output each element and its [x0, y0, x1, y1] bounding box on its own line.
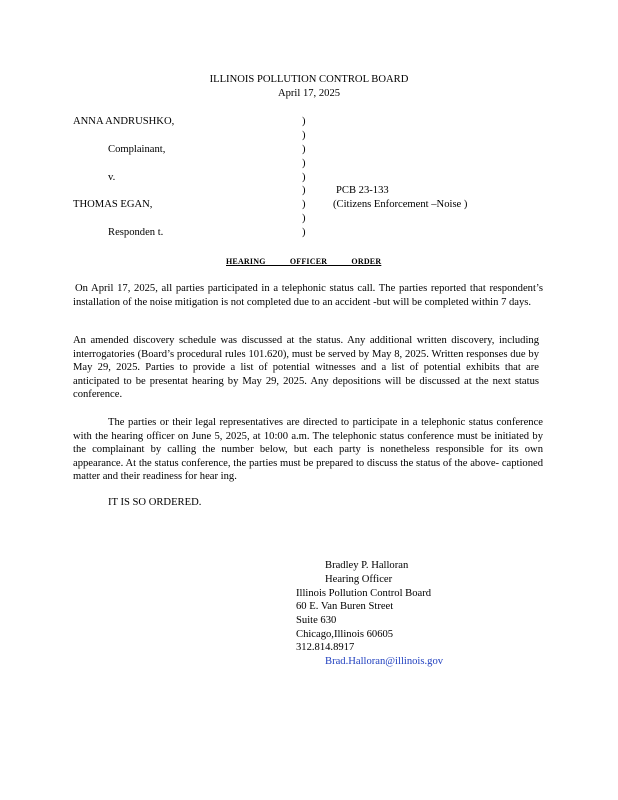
caption-paren: ) — [302, 116, 306, 127]
caption-paren: ) — [302, 213, 306, 224]
complainant-role: Complainant, — [108, 144, 166, 155]
so-ordered: IT IS SO ORDERED. — [108, 497, 202, 508]
paragraph-status-call: On April 17, 2025, all parties participated in a telephonic status call. The parties reported that respondent’s installation of the noise mitigation is not completed due to an accident -but will be completed within 7 days. — [73, 283, 543, 308]
paragraph-discovery: An amended discovery schedule was discussed at the status. Any additional written discovery, including interrogatories (Board’s procedural rules 101.620), must be served by May 8, 2025. Written responses due by May 29, 2025. Parties to provide a list of potential witnesses and a list of potential exhibits that are anticipated to be presentat hearing by May 29, 2025. Any depositions will be discussed at the next status conference. — [73, 335, 539, 401]
caption-paren: ) — [302, 227, 306, 238]
caption-paren: ) — [302, 185, 306, 196]
board-title: ILLINOIS POLLUTION CONTROL BOARD — [209, 74, 409, 85]
paragraph-conference: The parties or their legal representatives are directed to participate in a telephonic status conference with the hearing officer on June 5, 2025, at 10:00 a.m. The telephonic status conference must be initiated by the complainant by calling the number below, but each party is nonetheless responsible for its own appearance. At the status conference, the parties must be prepared to discuss the status of the above- captioned matter and their readiness for hear ing. — [73, 417, 543, 483]
respondent-name: THOMAS EGAN, — [73, 199, 153, 210]
address-city: Chicago,Illinois 60605 — [296, 629, 394, 640]
versus-label: v. — [108, 172, 116, 183]
address-suite: Suite 630 — [296, 615, 337, 626]
signer-name: Bradley P. Halloran — [325, 560, 409, 571]
order-date: April 17, 2025 — [277, 88, 341, 99]
signer-org: Illinois Pollution Control Board — [296, 588, 432, 599]
email-link[interactable]: Brad.Halloran@illinois.gov — [325, 656, 444, 667]
case-number: PCB 23-133 — [336, 185, 389, 196]
caption-paren: ) — [302, 158, 306, 169]
complainant-name: ANNA ANDRUSHKO, — [73, 116, 175, 127]
address-street: 60 E. Van Buren Street — [296, 601, 394, 612]
phone-number: 312.814.8917 — [296, 642, 355, 653]
case-type: (Citizens Enforcement –Noise ) — [333, 199, 468, 210]
order-heading: HEARING OFFICER ORDER — [226, 257, 382, 266]
caption-paren: ) — [302, 144, 306, 155]
caption-paren: ) — [302, 130, 306, 141]
signer-title: Hearing Officer — [325, 574, 393, 585]
caption-paren: ) — [302, 172, 306, 183]
respondent-role: Responden t. — [108, 227, 164, 238]
caption-paren: ) — [302, 199, 306, 210]
